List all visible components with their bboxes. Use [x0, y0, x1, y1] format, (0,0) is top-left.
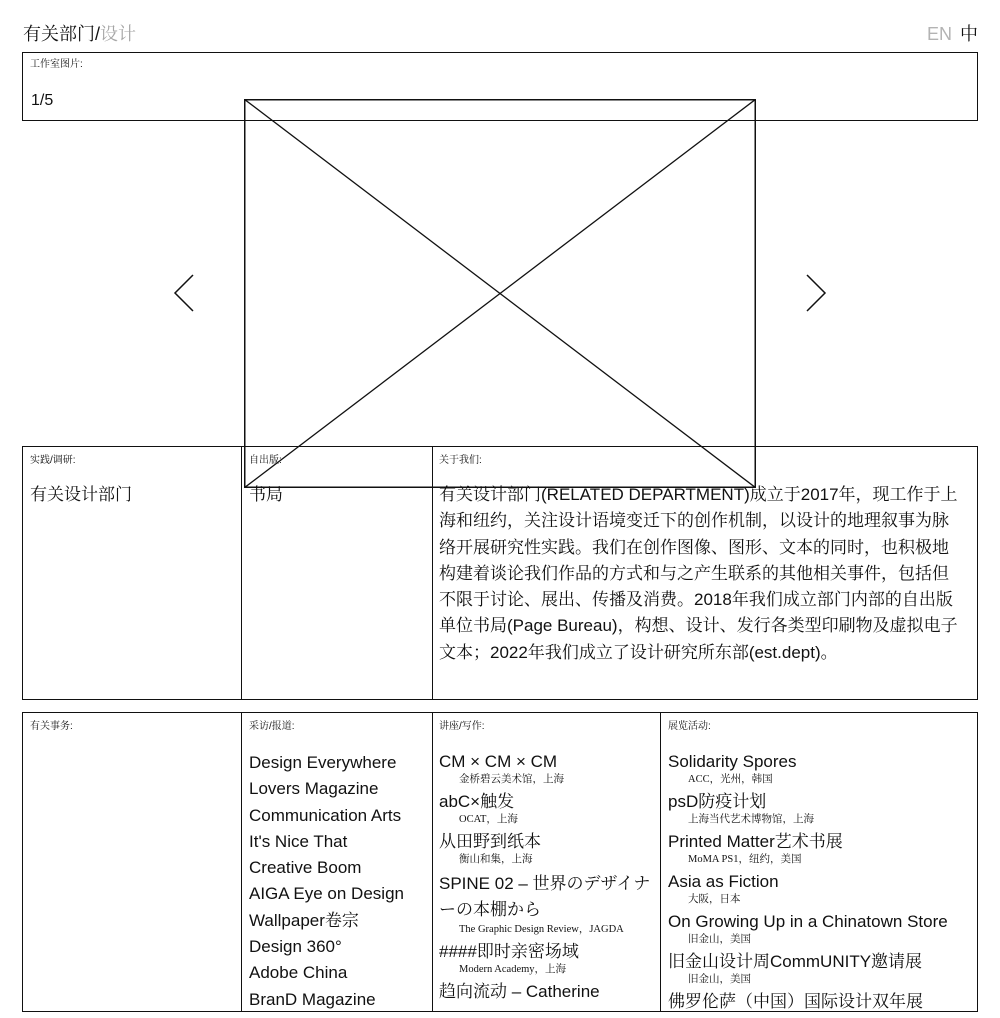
interview-item[interactable]: Lovers Magazine [249, 779, 379, 799]
exhibitions-list [668, 751, 973, 1018]
chevron-right-icon[interactable] [804, 273, 828, 313]
site-title-sub: 设计 [100, 24, 137, 44]
selfpub-link[interactable]: 书局 [249, 485, 283, 504]
practice-link[interactable]: 有关设计部门 [30, 485, 132, 504]
about-text: 有关设计部门(RELATED DEPARTMENT)成立于2017年，现工作于上海和纽约，关注设计语境变迁下的创作机制，以设计的地理叙事为脉络开展研究性实践。我们在创作图像、图形、文本的同时，也积极地构建着谈论我们作品的方式和与之产生联系的其他相关事件，包括但不限于讨论、展出、传播及消费。2018年我们成立部门内部的自出版单位书局(Page Bureau)，构想、设计、发行各类型印刷物及虚拟电子文本；2022年我们成立了设计研究所东部(est.dept)。 [439, 485, 958, 662]
exhibition-venue: ACC，光州，韩国 [688, 774, 773, 785]
interviews-label: 采访/报道: [249, 721, 295, 732]
talks-list [439, 751, 651, 1008]
talk-title: ####即时亲密场域 [439, 942, 579, 961]
exhibition-title: psD防疫计划 [668, 792, 767, 811]
site-title[interactable] [23, 22, 136, 46]
image-counter: 1/5 [31, 92, 54, 109]
talks-label: 讲座/写作: [439, 721, 485, 732]
studio-image-placeholder [244, 99, 756, 488]
interview-item[interactable]: Creative Boom [249, 858, 362, 878]
talk-title: CM × CM × CM [439, 752, 558, 771]
exhibition-item[interactable] [668, 871, 973, 906]
about-label: 关于我们: [439, 455, 482, 466]
talk-item[interactable] [439, 941, 651, 976]
talk-title: SPINE 02 – 世界のデザイナーの本棚から [439, 874, 651, 919]
exhibition-venue: 旧金山，美国 [688, 934, 751, 945]
chevron-left-icon[interactable] [172, 273, 196, 313]
interview-item[interactable]: Design Everywhere [249, 753, 397, 772]
talk-venue: 衡山和集，上海 [459, 854, 533, 865]
exhibition-item[interactable] [668, 791, 973, 826]
interview-item[interactable]: Communication Arts [249, 805, 402, 825]
exhibitions-label: 展览活动: [668, 721, 711, 732]
language-switcher [927, 22, 978, 46]
interview-item[interactable]: AIGA Eye on Design [249, 884, 404, 904]
affairs-divider-3 [660, 712, 661, 1012]
exhibition-venue: 旧金山，美国 [688, 974, 751, 985]
affairs-label: 有关事务: [30, 721, 73, 732]
interview-item[interactable]: Adobe China [249, 963, 348, 983]
talk-item[interactable] [439, 751, 651, 786]
interview-item[interactable]: It's Nice That [249, 831, 348, 851]
interview-item[interactable]: BranD Magazine [249, 989, 376, 1009]
exhibition-title: Asia as Fiction [668, 872, 779, 891]
interview-item[interactable]: Wallpaper卷宗 [249, 910, 359, 930]
exhibition-venue: 上海当代艺术博物馆，上海 [688, 814, 814, 825]
interviews-list [249, 750, 429, 1013]
talk-title: 趋向流动 – Catherine [439, 982, 600, 1001]
talk-title: abC×触发 [439, 792, 515, 811]
affairs-divider-1 [241, 712, 242, 1012]
talk-item[interactable] [439, 791, 651, 826]
talk-item[interactable] [439, 871, 651, 936]
lang-en-link[interactable]: EN [926, 24, 952, 44]
talk-venue: 金桥碧云美术馆，上海 [459, 774, 564, 785]
talk-venue: Modern Academy，上海 [459, 964, 567, 975]
affairs-divider-2 [432, 712, 433, 1012]
talk-item[interactable] [439, 831, 651, 866]
selfpub-label: 自出版: [249, 455, 282, 466]
exhibition-venue: MoMA PS1，纽约，美国 [688, 854, 802, 865]
info-divider-2 [432, 446, 433, 700]
exhibition-item[interactable] [668, 951, 973, 986]
exhibition-item[interactable] [668, 911, 973, 946]
exhibition-title: Printed Matter艺术书展 [668, 832, 843, 851]
exhibition-item[interactable] [668, 751, 973, 786]
exhibition-venue: 大阪，日本 [688, 894, 741, 905]
exhibition-title: 旧金山设计周CommUNITY邀请展 [668, 952, 923, 971]
exhibition-title: Solidarity Spores [668, 752, 797, 771]
lang-zh-link[interactable]: 中 [960, 24, 978, 44]
interview-item[interactable]: Design 360° [249, 937, 342, 957]
talk-venue: The Graphic Design Review，JAGDA [459, 924, 624, 935]
info-divider-1 [241, 446, 242, 700]
site-title-main: 有关部门/ [23, 24, 101, 44]
studio-images-label: 工作室图片: [30, 59, 83, 70]
exhibition-item[interactable] [668, 991, 973, 1013]
practice-label: 实践/调研: [30, 455, 76, 466]
talk-venue: OCAT，上海 [459, 814, 518, 825]
exhibition-title: 佛罗伦萨（中国）国际设计双年展 [668, 992, 923, 1011]
exhibition-title: On Growing Up in a Chinatown Store [668, 912, 948, 931]
exhibition-item[interactable] [668, 831, 973, 866]
talk-title: 从田野到纸本 [439, 832, 541, 851]
